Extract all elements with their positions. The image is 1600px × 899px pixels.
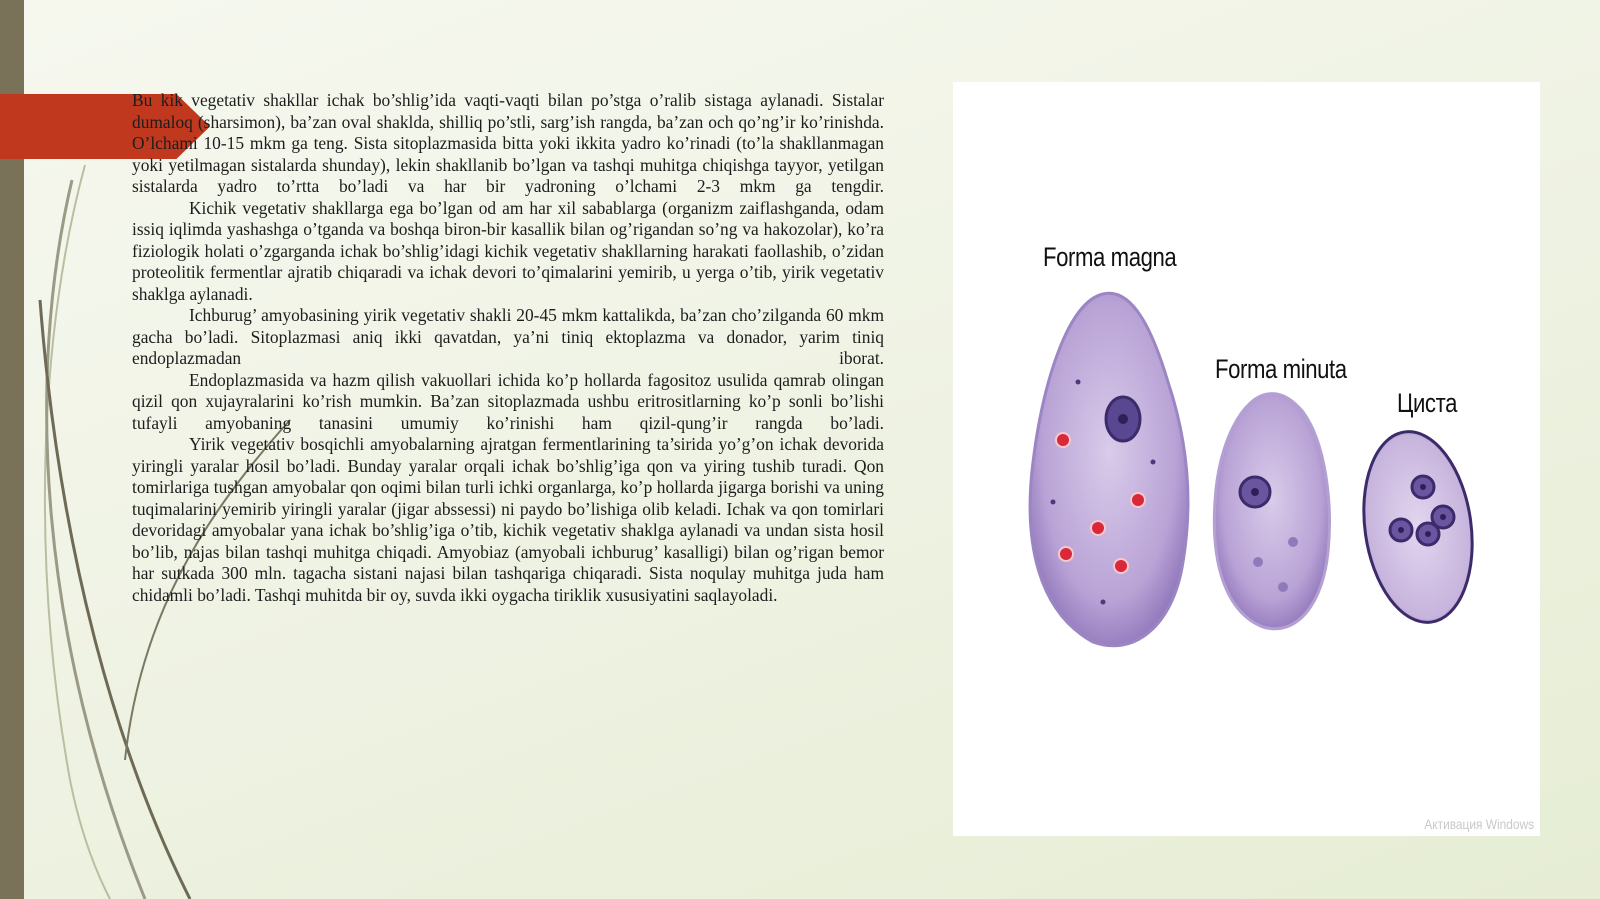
label-forma-minuta: Forma minuta: [1215, 354, 1347, 384]
forma-minuta-cell: [1214, 394, 1329, 629]
label-cyst: Циста: [1397, 388, 1457, 418]
activation-watermark: Активация Windows: [1424, 816, 1534, 832]
amoeba-illustration: [953, 82, 1540, 836]
paragraph-pathology: Yirik vegetativ bosqichli amyobalarning ajratgan fermentlarining ta’sirida yo’g’on ichak devorida yiringli yaralar hosil bo’ladi. Bunday yaralar orqali ichak bo’shlig’iga qon va yiring tushib turadi. Qon tomirlariga tushgan amyobalar qon oqimi bilan turli ichki organlarga, ko’p hollarda jigarga borishi va uning tuqimalarini yemirib yiringli yaralar (jigar abssessi) ni paydo bo’lishiga olib keladi. Ichak va qon tomirlari devoridagi amyobalar yana ichak bo’shlig’iga o’tib, kichik vegetativ shaklga aylanadi va undan sista hosil bo’lib, najas bilan tashqi muhitga chiqadi. Amyobiaz (amyobali ichburug’ kasalligi) bilan og’rigan bemor har sutkada 300 mln. tagacha sistani najasi bilan tashqariga chiqaradi. Sista noqulay muhitga juda ham chidamli bo’ladi. Tashqi muhitda bir oy, suvda ikki oygacha tiriklik xususiyatini saqlayoladi.: [132, 434, 884, 605]
forma-magna-cell: [1030, 293, 1188, 646]
erythrocyte: [1056, 433, 1070, 447]
paragraph-endoplasm: Endoplazmasida va hazm qilish vakuollari ichida ko’p hollarda fagositoz usulida qamrab olingan qizil qon xujayralarini ko’rish mumkin. Ba’zan sitoplazmada ushbu eritrositlarning ko’p sonli bo’lishi tufayli amyobaning tanasini umumiy ko’rinishi ham qizil-qung’ir rangda bo’ladi.: [132, 369, 884, 433]
erythrocyte: [1091, 521, 1105, 535]
paragraph-large-form: Ichburug’ amyobasining yirik vegetativ shakli 20-45 mkm kattalikda, ba’zan cho’zilganda 60 mkm gacha bo’ladi. Sitoplazmasi aniq ikki qavatdan, ya’ni tiniq ektoplazma va donador, yarim tiniq endoplazmadan iborat.: [132, 305, 884, 368]
cyst-cell: [1352, 425, 1484, 630]
body-text: [132, 90, 884, 606]
paragraph-sista: Bu kik vegetativ shakllar ichak bo’shlig’ida vaqti-vaqti bilan po’stga o’ralib sistaga aylanadi. Sistalar dumaloq (sharsimon), ba’zan oval shaklda, shilliq po’stli, sarg’ish rangda, ba’zan och qo’ng’ir ko’rinishda. O’lchami 10-15 mkm ga teng. Sista sitoplazmasida bitta yoki ikkita yadro ko’rinadi (to’la shakllanmagan yoki yetilmagan sistalarda shunday), lekin shakllanib bo’lgan va tashqi muhitga chiqishga tayyor, yetilgan sistalarda yadro to’rtta bo’ladi va har bir yadroning o’lchami 2-3 mkm ga tengdir.: [132, 90, 884, 196]
erythrocyte: [1131, 493, 1145, 507]
erythrocyte: [1114, 559, 1128, 573]
paragraph-small-forms: Kichik vegetativ shakllarga ega bo’lgan od am har xil sabablarga (organizm zaiflashganda, odam issiq iqlimda yashashga o’tganda va boshqa biron-bir kasallik bilan og’rigandan so’ng va hakozolar), ko’ra fiziologik holati o’zgarganda ichak bo’shlig’idagi kichik vegetativ shakllarning harakati faollashib, o’zidan proteolitik fermentlar ajratib chiqaradi va ichak devori to’qimalarini yemirib, u yerga o’tib, yirik vegetativ shaklga aylanadi.: [132, 197, 884, 304]
label-forma-magna: Forma magna: [1043, 242, 1177, 272]
erythrocyte: [1059, 547, 1073, 561]
amoeba-figure: [953, 82, 1540, 836]
